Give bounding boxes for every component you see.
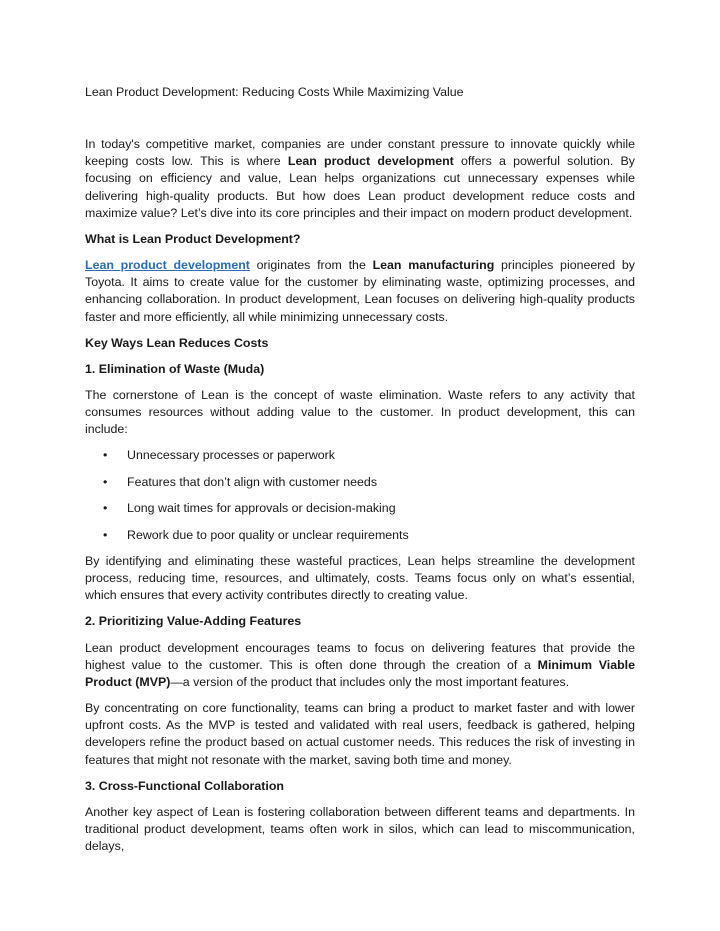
bullet-icon: • [103,501,108,516]
intro-text-1: In today's competitive market, companies are under constant pressure to innovate quickly while keeping costs low. This is where [85,137,635,169]
heading-what-is-lean: What is Lean Product Development? [85,231,301,246]
intro-paragraph [85,136,635,222]
prioritizing-text-2: —a version of the product that includes only the most important features. [170,675,570,690]
list-item-text: Features that don’t align with customer needs [127,474,378,489]
document-title: Lean Product Development: Reducing Costs While Maximizing Value [85,85,464,99]
what-is-lean-paragraph [85,257,635,326]
bullet-icon: • [103,448,108,463]
prioritizing-paragraph-2: By concentrating on core functionality, teams can bring a product to market faster and with lower upfront costs. As the MVP is tested and validated with real users, feedback is gathered, helping developers refine the product based on actual customer needs. This reduces the risk of investing in features that might not resonate with the market, saving both time and money. [85,701,635,767]
bullet-icon: • [103,527,108,542]
what-text-1: originates from the [249,258,373,273]
what-text-2: principles pioneered by Toyota. It aims to create value for the customer by eliminating waste, optimizing processes, and enhancing collaboration. In product development, Lean focuses on delivering high-quality products faster and more efficiently, all while minimizing unnecessary costs. [85,258,635,324]
list-item-text: Long wait times for approvals or decision-making [127,501,396,516]
prioritizing-text-1: Lean product development encourages teams to focus on delivering features that provide the highest value to the customer. This is often done through the creation of a [85,640,635,672]
list-item [85,474,635,491]
waste-conclusion-paragraph: By identifying and eliminating these wasteful practices, Lean helps streamline the development process, reducing time, resources, and ultimately, costs. Teams focus only on what’s essential, which ensures that every activity contributes directly to creating value. [85,554,635,603]
heading-prioritizing-features: 2. Prioritizing Value-Adding Features [85,614,302,629]
heading-key-ways: Key Ways Lean Reduces Costs [85,335,269,350]
what-bold-term: Lean manufacturing [372,258,495,273]
intro-text-2: offers a powerful solution. By focusing on efficiency and value, Lean helps organizations cut unnecessary expenses while delivering high-quality products. But how does Lean product development reduce costs and maximize value? Let’s dive into its core principles and their impact on modern product development. [85,154,636,220]
heading-elimination-of-waste: 1. Elimination of Waste (Muda) [85,361,265,376]
list-item-text: Rework due to poor quality or unclear requirements [127,527,409,542]
waste-list [85,447,635,543]
list-item [85,527,635,544]
document-body [85,136,635,864]
bullet-icon: • [103,474,108,489]
list-item [85,500,635,517]
heading-cross-functional: 3. Cross-Functional Collaboration [85,778,284,793]
mvp-bold-term: Minimum Viable Product (MVP) [85,657,635,690]
list-item-text: Unnecessary processes or paperwork [127,448,335,463]
lean-product-development-link[interactable]: Lean product development [85,258,250,273]
prioritizing-paragraph [85,640,635,692]
collaboration-paragraph: Another key aspect of Lean is fostering collaboration between different teams and departments. In traditional product development, teams often work in silos, which can lead to miscommunication, delays, [85,804,635,854]
intro-bold-term: Lean product development [287,154,454,169]
list-item [85,447,635,464]
waste-paragraph: The cornerstone of Lean is the concept of waste elimination. Waste refers to any activity that consumes resources without adding value to the customer. In product development, this can include: [85,388,635,437]
